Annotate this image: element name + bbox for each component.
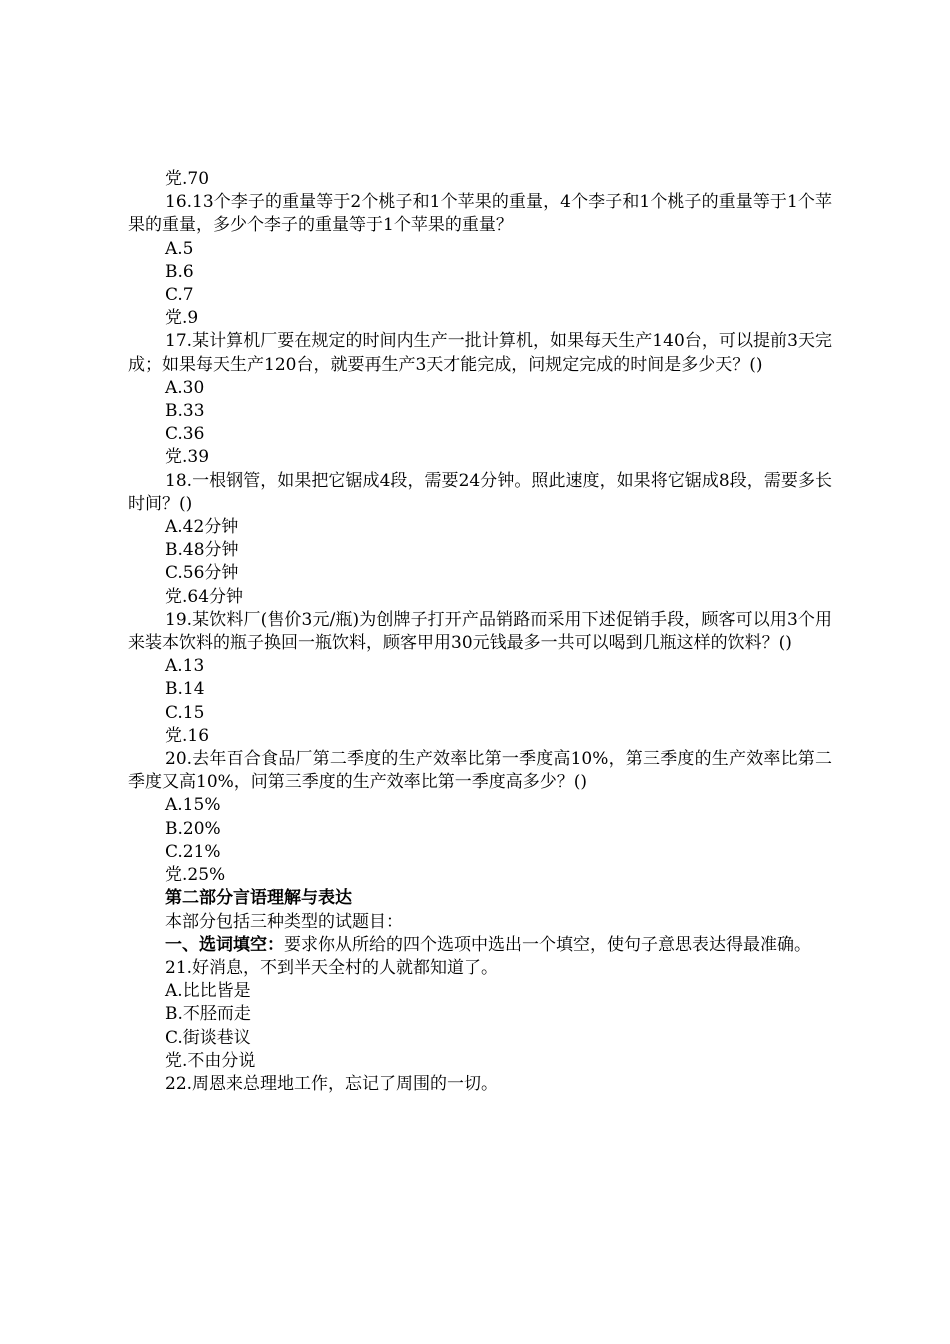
part-instructions bbox=[128, 934, 832, 957]
answer-option: A.13 bbox=[165, 656, 205, 677]
answer-option: A.比比皆是 bbox=[165, 981, 251, 1002]
answer-option: 党.25% bbox=[165, 865, 226, 886]
question-text: 22.周恩来总理地工作，忘记了周围的一切。 bbox=[165, 1073, 499, 1094]
answer-option: A.5 bbox=[165, 238, 194, 259]
answer-option: B.14 bbox=[165, 679, 205, 700]
answer-option: B.不胫而走 bbox=[165, 1004, 251, 1025]
question-text: 19.某饮料厂(售价3元/瓶)为创牌子打开产品销路而采用下述促销手段，顾客可以用3个用来装本饮料的瓶子换回一瓶饮料，顾客甲用30元钱最多一共可以喝到几瓶这样的饮料？() bbox=[128, 609, 832, 654]
answer-option: C.街谈巷议 bbox=[165, 1027, 251, 1048]
answer-option: C.15 bbox=[165, 702, 205, 723]
answer-option: 党.64分钟 bbox=[165, 586, 244, 607]
answer-option: 党.不由分说 bbox=[165, 1050, 256, 1071]
section-intro: 本部分包括三种类型的试题目： bbox=[165, 911, 403, 932]
answer-option: 党.9 bbox=[165, 308, 199, 329]
answer-option: C.21% bbox=[165, 841, 221, 862]
part-text: 要求你从所给的四个选项中选出一个填空，使句子意思表达得最准确。 bbox=[284, 934, 811, 955]
answer-option: 党.70 bbox=[165, 169, 210, 189]
document-page bbox=[128, 168, 832, 1096]
answer-option: A.42分钟 bbox=[165, 517, 239, 538]
questions-block bbox=[128, 168, 832, 887]
question-text: 18.一根钢管，如果把它锯成4段，需要24分钟。照此速度，如果将它锯成8段，需要多长时间？() bbox=[128, 470, 832, 514]
question-text: 21.好消息，不到半天全村的人就都知道了。 bbox=[165, 957, 499, 978]
answer-option: A.30 bbox=[165, 377, 205, 398]
question-text: 16.13个李子的重量等于2个桃子和1个苹果的重量，4个李子和1个桃子的重量等于1个苹果的重量，多少个李子的重量等于1个苹果的重量？ bbox=[128, 192, 832, 236]
answer-option: C.7 bbox=[165, 285, 194, 306]
question-text: 20.去年百合食品厂第二季度的生产效率比第一季度高10%，第三季度的生产效率比第二季度又高10%，问第三季度的生产效率比第一季度高多少？() bbox=[128, 749, 832, 793]
section-heading: 第二部分言语理解与表达 bbox=[165, 888, 352, 909]
answer-option: B.20% bbox=[165, 818, 221, 839]
answer-option: C.36 bbox=[165, 424, 205, 445]
question-text: 17.某计算机厂要在规定的时间内生产一批计算机，如果每天生产140台，可以提前3天完成；如果每天生产120台，就要再生产3天才能完成，问规定完成的时间是多少天？() bbox=[128, 331, 832, 375]
answer-option: C.56分钟 bbox=[165, 563, 239, 584]
answer-option: B.48分钟 bbox=[165, 540, 239, 561]
tail-questions-block bbox=[128, 957, 832, 1096]
answer-option: 党.16 bbox=[165, 725, 210, 746]
answer-option: B.33 bbox=[165, 401, 205, 422]
answer-option: B.6 bbox=[165, 261, 194, 282]
answer-option: 党.39 bbox=[165, 447, 210, 468]
answer-option: A.15% bbox=[165, 795, 221, 816]
part-label: 一、选词填空： bbox=[165, 934, 284, 955]
